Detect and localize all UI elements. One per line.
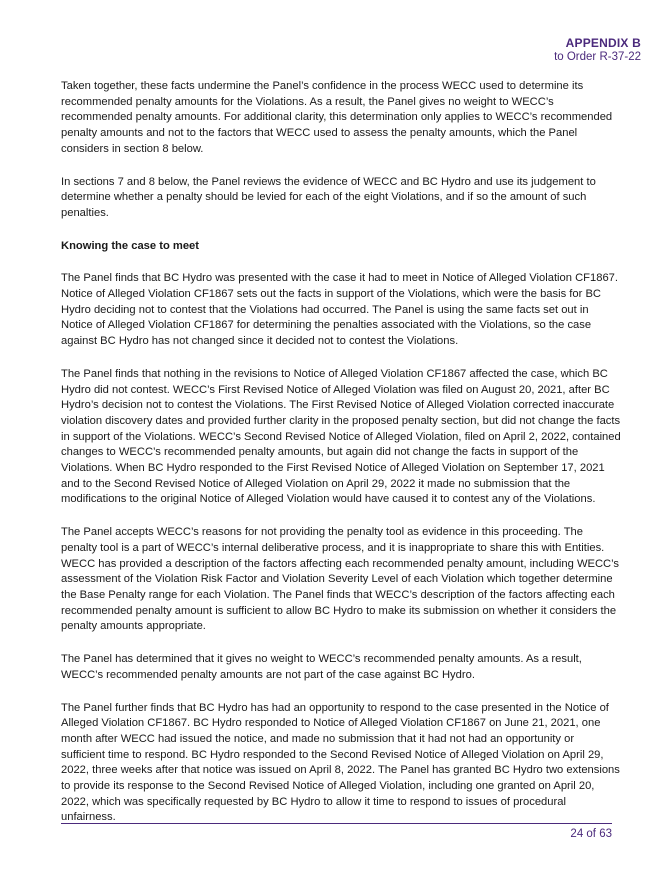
footer-divider: [61, 823, 612, 824]
paragraph-penalty-weight: Taken together, these facts undermine the Panel’s confidence in the process WECC used to determine its recommended penalty amounts for the Violations. As a result, the Panel gives no weight to WECC’s recommended penalty amounts. For additional clarity, this determination only applies to WECC’s recommended penalty amounts and not to the factors that WECC used to assess the penalty amounts, which the Panel considers in section 8 below.: [61, 80, 613, 155]
paragraph-penalty-tool: The Panel accepts WECC’s reasons for not providing the penalty tool as evidence in this proceeding. The penalty tool is a part of WECC’s internal deliberative process, and it is inappropriate to share this with Entities. WECC has provided a description of the factors affecting each recommended penalty amount, including WECC’s assessment of the Violation Risk Factor and Violation Severity Level of each Violation which together determine the Base Penalty range for each Violation. The Panel finds that WECC’s description of the factors affecting each recommended penalty amount is sufficient to allow BC Hydro to make its submission on whether it considers the penalty amounts appropriate.: [61, 526, 620, 633]
document-body: [61, 79, 621, 843]
paragraph-sections-review: In sections 7 and 8 below, the Panel reviews the evidence of WECC and BC Hydro and use its judgement to determine whether a penalty should be levied for each of the eight Violations, and if so the amount of such penalties.: [61, 175, 596, 219]
page-number: 24 of 63: [570, 828, 612, 840]
order-reference: to Order R-37-22: [554, 51, 641, 63]
page-header: [554, 36, 641, 65]
section-heading: Knowing the case to meet: [61, 239, 200, 252]
paragraph-revisions: The Panel finds that nothing in the revisions to Notice of Alleged Violation CF1867 affected the case, which BC Hydro did not contest. WECC’s First Revised Notice of Alleged Violation was filed on August 20, 2021, after BC Hydro’s decision not to contest the Violations. The First Revised Notice of Alleged Violation corrected inaccurate violation discovery dates and provided further clarity in the proposed penalty section, but did not change the facts in support of the Violations. WECC’s Second Revised Notice of Alleged Violation, filed on April 2, 2022, contained changes to WECC’s recommended penalty amounts, but again did not change the facts in support of the Violations. When BC Hydro responded to the First Revised Notice of Alleged Violation on September 17, 2021 and to the Second Revised Notice of Alleged Violation on April 29, 2022 it made no submission that the modifications to the original Notice of Alleged Violation would have caused it to contest any of the Violations.: [61, 367, 621, 506]
paragraph-case-presented: The Panel finds that BC Hydro was presented with the case it had to meet in Notice of Alleged Violation CF1867. Notice of Alleged Violation CF1867 sets out the facts in support of the Violations, which were the basis for BC Hydro deciding not to contest that the Violations had occurred. The Panel is using the same facts set out in Notice of Alleged Violation CF1867 for determining the penalties associated with the Violations, so the case against BC Hydro has not changed since it decided not to contest the Violations.: [61, 272, 618, 348]
paragraph-no-weight: The Panel has determined that it gives no weight to WECC’s recommended penalty amounts. As a result, WECC’s recommended penalty amounts are not part of the case against BC Hydro.: [61, 653, 582, 681]
appendix-title: APPENDIX B: [565, 36, 641, 50]
paragraph-opportunity-respond: The Panel further finds that BC Hydro has had an opportunity to respond to the case presented in the Notice of Alleged Violation CF1867. BC Hydro responded to Notice of Alleged Violation CF1867 on June 21, 2021, one month after WECC had issued the notice, and made no submission that it had not had an opportunity or sufficient time to respond. BC Hydro responded to the Second Revised Notice of Alleged Violation on April 29, 2022, three weeks after that notice was issued on April 8, 2022. The Panel has granted BC Hydro two extensions to provide its response to the Second Revised Notice of Alleged Violation, including one granted on April 20, 2022, which was specifically requested by BC Hydro to allow it time to respond to issues of procedural unfairness.: [61, 701, 620, 824]
